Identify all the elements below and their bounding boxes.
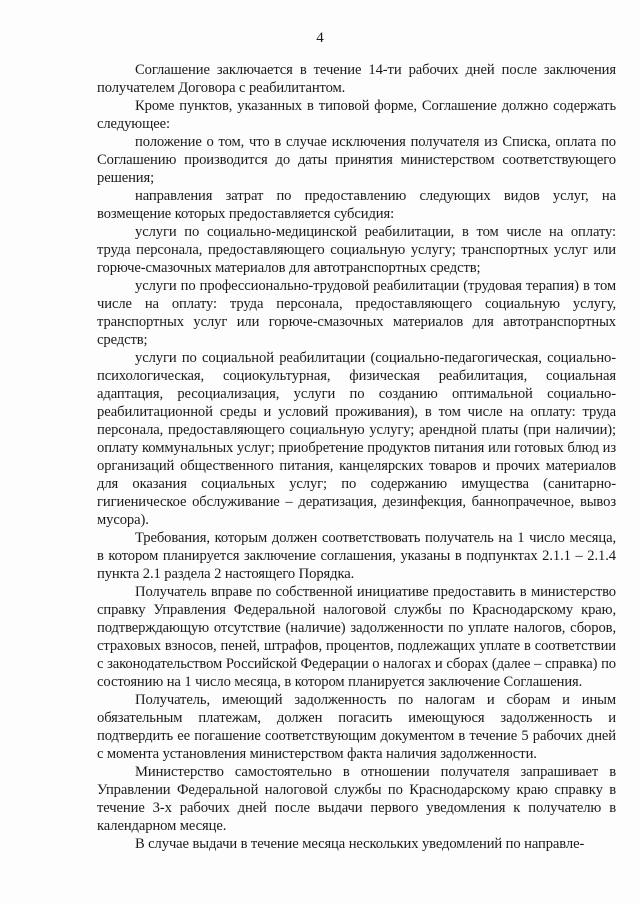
paragraph-ministry-request: Министерство самостоятельно в отношении получателя запрашивает в Управлении Федеральной налоговой службы по Краснодарскому краю справку в течение 3-х рабочих дней после выдачи первого уведомления к получателю в календарном месяце.	[97, 764, 616, 834]
paragraph-medical-rehab: услуги по социально-медицинской реабилитации, в том числе на оплату: труда персонала, предоставляющего социальную услугу; транспортных услуг или горюче-смазочных материалов для автотранспортных средств;	[97, 224, 616, 276]
page-number: 4	[316, 30, 324, 46]
body-text	[97, 61, 616, 853]
paragraph-social-rehab: услуги по социальной реабилитации (социально-педагогическая, социально-психологическая, социокультурная, физическая реабилитация, социальная адаптация, ресоциализация, услуги по созданию оптимальной социально-реабилитационной среды и условий проживания), в том числе на оплату: труда персонала, предоставляющего социальную услугу; арендной платы (при наличии); оплату коммунальных услуг; приобретение продуктов питания или готовых блюд из организаций общественного питания, канцелярских товаров и прочих материалов для оказания социальных услуг; по содержанию имущества (санитарно-гигиеническое обслуживание – дератизация, дезинфекция, баннопрачечное, вывоз мусора).	[97, 350, 616, 528]
paragraph-exclusion-clause: положение о том, что в случае исключения получателя из Списка, оплата по Соглашению производится до даты принятия министерством соответствующего решения;	[97, 134, 616, 186]
paragraph-multiple-notices: В случае выдачи в течение месяца нескольких уведомлений по направле-	[135, 836, 585, 852]
paragraph-agreement-term: Соглашение заключается в течение 14-ти рабочих дней после заключения получателем Договора с реабилитантом.	[97, 62, 616, 96]
paragraph-requirements: Требования, которым должен соответствовать получатель на 1 число месяца, в котором планируется заключение соглашения, указаны в подпунктах 2.1.1 – 2.1.4 пункта 2.1 раздела 2 настоящего Порядка.	[97, 530, 616, 582]
paragraph-cost-directions: направления затрат по предоставлению следующих видов услуг, на возмещение которых предоставляется субсидия:	[97, 188, 616, 222]
paragraph-tax-certificate: Получатель вправе по собственной инициативе предоставить в министерство справку Управления Федеральной налоговой службы по Краснодарскому краю, подтверждающую отсутствие (наличие) задолженности по уплате налогов, сборов, страховых взносов, пеней, штрафов, процентов, подлежащих уплате в соответствии с законодательством Российской Федерации о налогах и сборах (далее – справка) по состоянию на 1 число месяца, в котором планируется заключение Соглашения.	[97, 584, 616, 690]
paragraph-debt-repayment: Получатель, имеющий задолженность по налогам и сборам и иным обязательным платежам, должен погасить имеющуюся задолженность и подтвердить ее погашение соответствующим документом в течение 5 рабочих дней с момента установления министерством факта наличия задолженности.	[97, 692, 616, 762]
paragraph-agreement-contents: Кроме пунктов, указанных в типовой форме, Соглашение должно содержать следующее:	[97, 98, 616, 132]
paragraph-labor-rehab: услуги по профессионально-трудовой реабилитации (трудовая терапия) в том числе на оплату: труда персонала, предоставляющего социальную услугу, транспортных услуг или горюче-смазочных материалов для автотранспортных средств;	[97, 278, 616, 348]
